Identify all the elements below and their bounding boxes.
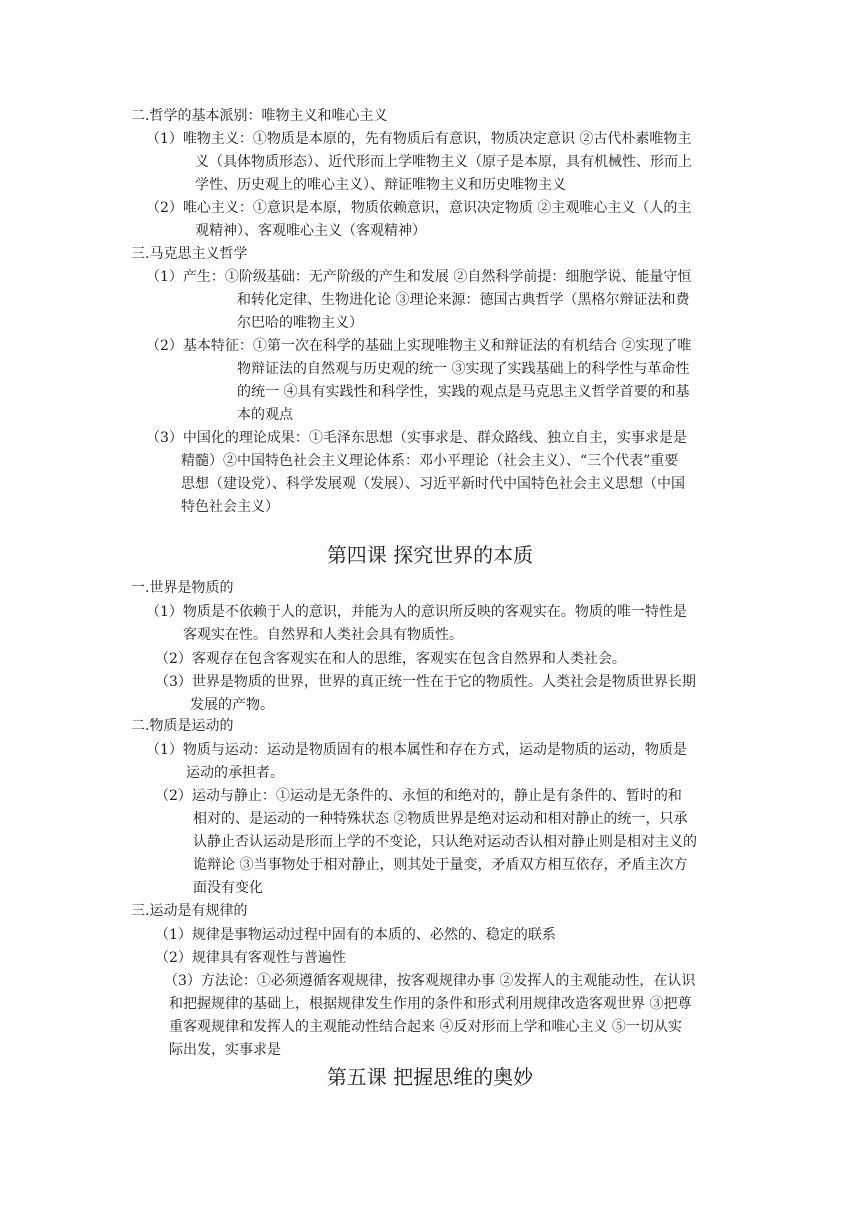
paragraph-line: （3）中国化的理论成果：①毛泽东思想（实事求是、群众路线、独立自主，实事求是是 <box>146 430 687 446</box>
paragraph-line: 学性、历史观上的唯心主义）、辩证唯物主义和历史唯物主义 <box>195 177 566 193</box>
paragraph-line: （1）规律是事物运动过程中固有的本质的、必然的、稳定的联系 <box>155 927 556 943</box>
paragraph-line: 重客观规律和发挥人的主观能动性结合起来 ④反对形而上学和唯心主义 ⑤一切从实 <box>169 1019 682 1035</box>
paragraph-line: 物辩证法的自然观与历史观的统一 ③实现了实践基础上的科学性与革命性 <box>237 361 690 377</box>
section-heading: 一.世界是物质的 <box>131 580 234 596</box>
paragraph-line: （2）唯心主义：①意识是本原，物质依赖意识，意识决定物质 ②主观唯心主义（人的主 <box>146 200 692 216</box>
paragraph-line: 特色社会主义） <box>181 499 279 515</box>
paragraph-line: 精髓）②中国特色社会主义理论体系：邓小平理论（社会主义）、“三个代表”重要 <box>181 453 679 469</box>
paragraph-line: 思想（建设党）、科学发展观（发展）、习近平新时代中国特色社会主义思想（中国 <box>181 476 685 492</box>
section-heading: 三.马克思主义哲学 <box>131 246 248 262</box>
section-heading: 二.哲学的基本派别：唯物主义和唯心主义 <box>131 108 388 124</box>
paragraph-line: （2）运动与静止：①运动是无条件的、永恒的和绝对的，静止是有条件的、暂时的和 <box>155 788 682 804</box>
paragraph-line: 发展的产物。 <box>190 697 274 713</box>
paragraph-line: 相对的、是运动的一种特殊状态 ②物质世界是绝对运动和相对静止的统一，只承 <box>193 811 688 827</box>
section-heading: 三.运动是有规律的 <box>131 903 248 919</box>
paragraph-line: （2）规律具有客观性与普遍性 <box>155 950 346 966</box>
lesson-title: 第五课 把握思维的奥妙 <box>326 1065 534 1089</box>
paragraph-line: 际出发，实事求是 <box>169 1042 281 1058</box>
paragraph-line: （1）物质是不依赖于人的意识，并能为人的意识所反映的客观实在。物质的唯一特性是 <box>146 604 687 620</box>
paragraph-line: 义（具体物质形态）、近代形而上学唯物主义（原子是本原，具有机械性、形而上 <box>195 154 692 170</box>
lesson-title: 第四课 探究世界的本质 <box>326 543 534 567</box>
paragraph-line: （1）唯物主义：①物质是本原的，先有物质后有意识，物质决定意识 ②古代朴素唯物主 <box>146 131 692 147</box>
paragraph-line: （1）物质与运动：运动是物质固有的根本属性和存在方式，运动是物质的运动，物质是 <box>146 742 687 758</box>
paragraph-line: 运动的承担者。 <box>186 765 284 781</box>
paragraph-line: （1）产生：①阶级基础：无产阶级的产生和发展 ②自然科学前提：细胞学说、能量守恒 <box>146 269 692 285</box>
section-heading: 二.物质是运动的 <box>131 718 234 734</box>
paragraph-line: （3）方法论：①必须遵循客观规律，按客观规律办事 ②发挥人的主观能动性，在认识 <box>164 973 696 989</box>
paragraph-line: （2）基本特征：①第一次在科学的基础上实现唯物主义和辩证法的有机结合 ②实现了唯 <box>146 338 692 354</box>
paragraph-line: 面没有变化 <box>193 880 263 896</box>
paragraph-line: （2）客观存在包含客观实在和人的思维，客观实在包含自然界和人类社会。 <box>155 651 626 667</box>
paragraph-line: 诡辩论 ③当事物处于相对静止，则其处于量变，矛盾双方相互依存，矛盾主次方 <box>193 857 688 873</box>
paragraph-line: 认静止否认运动是形而上学的不变论，只认绝对运动否认相对静止则是相对主义的 <box>193 834 697 850</box>
paragraph-line: 和转化定律、生物进化论 ③理论来源：德国古典哲学（黑格尔辩证法和费 <box>237 292 690 308</box>
paragraph-line: （3）世界是物质的世界，世界的真正统一性在于它的物质性。人类社会是物质世界长期 <box>155 674 696 690</box>
paragraph-line: 本的观点 <box>237 407 293 423</box>
paragraph-line: 观精神）、客观唯心主义（客观精神） <box>195 223 426 239</box>
paragraph-line: 和把握规律的基础上，根据规律发生作用的条件和形式利用规律改造客观世界 ③把尊 <box>169 996 692 1012</box>
paragraph-line: 客观实在性。自然界和人类社会具有物质性。 <box>183 627 463 643</box>
paragraph-line: 尔巴哈的唯物主义） <box>237 315 363 331</box>
paragraph-line: 的统一 ④具有实践性和科学性，实践的观点是马克思主义哲学首要的和基 <box>237 384 690 400</box>
